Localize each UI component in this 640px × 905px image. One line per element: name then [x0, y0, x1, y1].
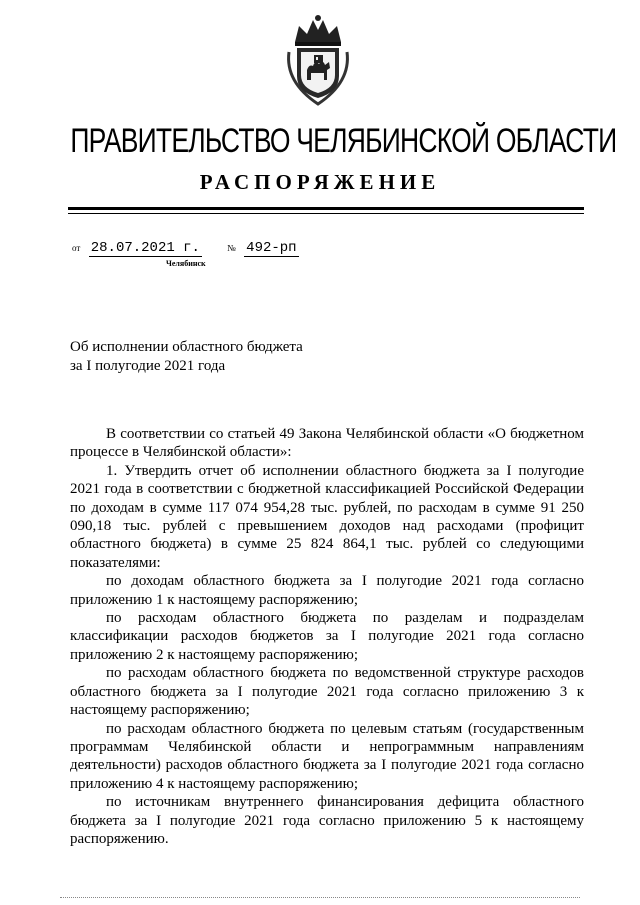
from-label: от — [72, 243, 81, 253]
document-date-number-line — [72, 240, 299, 257]
document-body — [70, 425, 584, 848]
body-paragraph: по источникам внутреннего финансирования дефицита областного бюджета за I полугодие 2021 года согласно приложению 5 к настоящему распоряжению. — [70, 794, 584, 847]
subject-line: за I полугодие 2021 года — [70, 358, 226, 374]
document-subject — [70, 338, 303, 376]
page-bottom-edge — [60, 897, 580, 898]
document-city: Челябинск — [166, 259, 206, 268]
chelyabinsk-coat-of-arms-icon — [283, 12, 353, 106]
body-paragraph: по расходам областного бюджета по ведомственной структуре расходов областного бюджета за I полугодие 2021 года согласно приложению 3 к настоящему распоряжению; — [70, 665, 584, 719]
body-paragraph: В соответствии со статьей 49 Закона Челябинской области «О бюджетном процессе в Челябинской области»: — [70, 426, 584, 461]
header-rule-thin — [68, 213, 584, 214]
number-label: № — [227, 243, 236, 253]
body-paragraph: по расходам областного бюджета по целевым статьям (государственным программам Челябинской области и непрограммным направлениям деятельности) расходов областного бюджета за I полугодие 2021 года согласно приложению 4 к настоящему распоряжению; — [70, 720, 584, 792]
subject-line: Об исполнении областного бюджета — [70, 339, 303, 355]
header-rule-thick — [68, 207, 584, 210]
document-date: 28.07.2021 г. — [90, 240, 200, 256]
body-paragraph: по расходам областного бюджета по разделам и подразделам классификации расходов бюджетов за I полугодие 2021 года согласно приложению 2 к настоящему распоряжению; — [70, 610, 584, 663]
government-title: ПРАВИТЕЛЬСТВО ЧЕЛЯБИНСКОЙ ОБЛАСТИ — [70, 122, 617, 160]
body-paragraph: по доходам областного бюджета за I полугодие 2021 года согласно приложению 1 к настоящему распоряжению; — [70, 573, 584, 608]
document-type-title: РАСПОРЯЖЕНИЕ — [199, 170, 441, 194]
body-paragraph: 1. Утвердить отчет об исполнении областного бюджета за I полугодие 2021 года в соответствии с бюджетной классификацией Российской Федерации по доходам в сумме 117 074 954,28 тыс. рублей, по расходам в сумме 91 250 090,18 тыс. рублей с превышением доходов над расходами (профицит областного бюджета) в сумме 25 824 864,1 тыс. рублей со следующими показателями: — [70, 462, 584, 571]
document-number: 492-рп — [246, 240, 297, 256]
